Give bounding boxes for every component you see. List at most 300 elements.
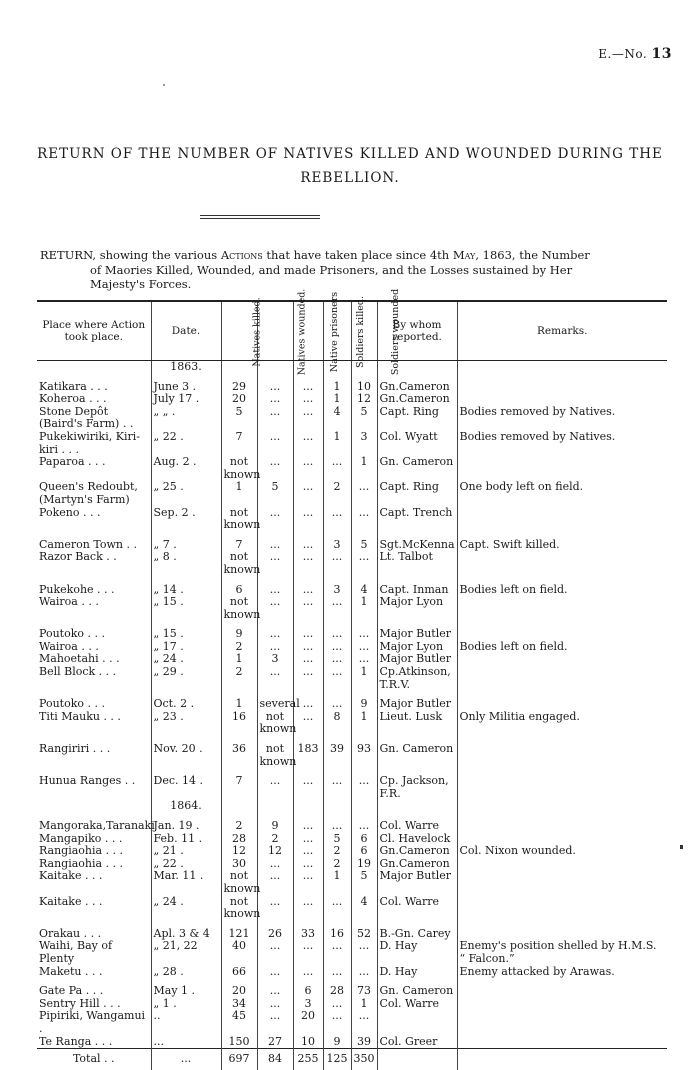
- row-soldiers-wounded: ...: [351, 940, 377, 965]
- row-native-prisoners: ...: [293, 641, 323, 654]
- row-date: „ 21, 22: [151, 940, 221, 965]
- row-soldiers-wounded: ...: [351, 768, 377, 800]
- row-date: ..: [151, 1010, 221, 1035]
- row-natives-wounded: 9: [257, 813, 293, 833]
- table-row: [37, 361, 667, 374]
- row-natives-wounded: ...: [257, 431, 293, 456]
- row-remarks: [457, 1010, 667, 1035]
- row-soldiers-wounded: 6: [351, 833, 377, 846]
- row-native-prisoners: 6: [293, 978, 323, 998]
- row-soldiers-wounded: 4: [351, 577, 377, 597]
- row-remarks: [457, 596, 667, 621]
- row-soldiers-wounded: 6: [351, 845, 377, 858]
- row-place: Stone Depôt (Baird's Farm) . .: [39, 404, 134, 431]
- row-native-prisoners: ...: [293, 596, 323, 621]
- row-remarks: [457, 621, 667, 641]
- row-reported: Gn. Cameron: [377, 978, 457, 998]
- row-date: „ 21 .: [151, 845, 221, 858]
- row-place: Pipiriki, Wangamui .: [39, 1009, 146, 1035]
- row-native-prisoners: 20: [293, 1010, 323, 1035]
- row-natives-wounded: 3: [257, 653, 293, 666]
- row-natives-killed: 150: [221, 1036, 257, 1049]
- row-natives-wounded: ...: [257, 768, 293, 800]
- row-remarks: [457, 896, 667, 921]
- row-place: Orakau . . .: [39, 926, 102, 940]
- row-date: Apl. 3 & 4: [151, 921, 221, 941]
- row-remarks: [457, 998, 667, 1011]
- row-soldiers-killed: 1: [323, 870, 351, 895]
- row-soldiers-killed: 1: [323, 374, 351, 394]
- row-remarks: [457, 736, 667, 768]
- row-soldiers-wounded: 12: [351, 393, 377, 406]
- row-place: Razor Back . .: [39, 550, 117, 564]
- row-natives-wounded: 26: [257, 921, 293, 941]
- row-native-prisoners: ...: [293, 393, 323, 406]
- row-native-prisoners: ...: [293, 768, 323, 800]
- header-place: Place where Action took place.: [37, 301, 151, 361]
- row-natives-wounded: ...: [257, 577, 293, 597]
- row-soldiers-killed: 4: [323, 406, 351, 431]
- row-natives-killed: 1: [221, 691, 257, 711]
- row-soldiers-wounded: 1: [351, 456, 377, 481]
- row-reported: Col. Warre: [377, 896, 457, 921]
- return-table: [37, 288, 667, 1070]
- row-native-prisoners: ...: [293, 845, 323, 858]
- row-remarks: [457, 691, 667, 711]
- row-soldiers-killed: 3: [323, 577, 351, 597]
- row-remarks: [457, 870, 667, 895]
- table-row: [37, 431, 667, 456]
- total-soldiers-wounded: 350: [351, 1049, 377, 1070]
- row-soldiers-killed: 39: [323, 736, 351, 768]
- row-place: Te Ranga . . .: [39, 1034, 113, 1048]
- row-soldiers-killed: ...: [323, 641, 351, 654]
- row-place: Cameron Town . .: [39, 537, 137, 551]
- row-place: Katikara . . .: [39, 379, 108, 393]
- row-soldiers-wounded: 5: [351, 870, 377, 895]
- row-natives-killed: 2: [221, 666, 257, 691]
- row-date: Dec. 14 .: [151, 768, 221, 800]
- row-place: Maketu . . .: [39, 964, 103, 978]
- row-soldiers-killed: 16: [323, 921, 351, 941]
- row-soldiers-wounded: [351, 800, 377, 813]
- row-native-prisoners: ...: [293, 813, 323, 833]
- row-reported: Col. Greer: [377, 1036, 457, 1049]
- row-remarks: Bodies left on field.: [457, 577, 667, 597]
- row-reported: Major Lyon: [377, 596, 457, 621]
- row-remarks: [457, 768, 667, 800]
- row-natives-killed: 5: [221, 406, 257, 431]
- row-remarks: [457, 666, 667, 691]
- row-natives-wounded: ...: [257, 551, 293, 576]
- header-remarks: Remarks.: [457, 301, 667, 361]
- row-reported: Col. Warre: [377, 813, 457, 833]
- row-soldiers-killed: ...: [323, 896, 351, 921]
- row-soldiers-wounded: ...: [351, 966, 377, 979]
- row-place: Titi Mauku . . .: [39, 709, 121, 723]
- table-row: [37, 768, 667, 800]
- row-reported: B.-Gn. Carey: [377, 921, 457, 941]
- row-natives-killed: 6: [221, 577, 257, 597]
- row-soldiers-killed: ...: [323, 456, 351, 481]
- row-date: „ 25 .: [151, 481, 221, 506]
- row-place: [37, 800, 151, 813]
- row-natives-killed: 2: [221, 813, 257, 833]
- table-row: [37, 800, 667, 813]
- table-row: [37, 653, 667, 666]
- row-reported: Gn.Cameron: [377, 858, 457, 871]
- title-divider: [200, 215, 320, 216]
- row-soldiers-wounded: 1: [351, 711, 377, 736]
- row-natives-wounded: ...: [257, 456, 293, 481]
- row-remarks: Bodies removed by Natives.: [457, 406, 667, 431]
- row-soldiers-wounded: 5: [351, 406, 377, 431]
- row-soldiers-killed: [323, 800, 351, 813]
- table-row: [37, 374, 667, 394]
- row-native-prisoners: ...: [293, 431, 323, 456]
- row-soldiers-wounded: ...: [351, 1010, 377, 1035]
- row-date: „ 17 .: [151, 641, 221, 654]
- row-native-prisoners: ...: [293, 653, 323, 666]
- row-date: ...: [151, 1036, 221, 1049]
- table-row: [37, 666, 667, 691]
- table-row: [37, 406, 667, 431]
- row-natives-wounded: ...: [257, 596, 293, 621]
- row-reported: Gn.Cameron: [377, 374, 457, 394]
- row-reported: Sgt.McKenna: [377, 532, 457, 552]
- row-natives-wounded: ...: [257, 406, 293, 431]
- row-date: „ „ .: [151, 406, 221, 431]
- row-soldiers-killed: 28: [323, 978, 351, 998]
- row-natives-killed: 7: [221, 532, 257, 552]
- row-natives-killed: 7: [221, 768, 257, 800]
- table-row: [37, 456, 667, 481]
- row-soldiers-wounded: ...: [351, 621, 377, 641]
- row-reported: [377, 361, 457, 374]
- row-reported: Major Butler: [377, 621, 457, 641]
- row-native-prisoners: ...: [293, 406, 323, 431]
- page-reference: E.—No. 13: [598, 46, 672, 62]
- row-date: „ 1 .: [151, 998, 221, 1011]
- row-date: May 1 .: [151, 978, 221, 998]
- total-row: [37, 1049, 667, 1070]
- row-natives-wounded: ...: [257, 507, 293, 532]
- row-remarks: [457, 393, 667, 406]
- table-row: [37, 393, 667, 406]
- table-row: [37, 596, 667, 621]
- row-reported: Capt. Ring: [377, 406, 457, 431]
- row-date: „ 14 .: [151, 577, 221, 597]
- row-reported: Col. Wyatt: [377, 431, 457, 456]
- row-native-prisoners: ...: [293, 577, 323, 597]
- row-native-prisoners: ...: [293, 551, 323, 576]
- row-place: Pukekiwiriki, Kiri-kiri . . .: [39, 429, 140, 456]
- row-remarks: [457, 813, 667, 833]
- row-soldiers-wounded: 73: [351, 978, 377, 998]
- row-reported: Cp.Atkinson, T.R.V.: [377, 666, 457, 691]
- row-place: Bell Block . . .: [39, 665, 117, 679]
- row-soldiers-killed: ...: [323, 621, 351, 641]
- row-natives-wounded: [257, 800, 293, 813]
- row-soldiers-killed: ...: [323, 691, 351, 711]
- total-natives-killed: 697: [221, 1049, 257, 1070]
- row-natives-wounded: ...: [257, 621, 293, 641]
- row-native-prisoners: ...: [293, 896, 323, 921]
- table-row: [37, 870, 667, 895]
- document-title-line2: REBELLION.: [300, 170, 400, 186]
- row-native-prisoners: 3: [293, 998, 323, 1011]
- row-soldiers-killed: 2: [323, 845, 351, 858]
- row-soldiers-killed: ...: [323, 768, 351, 800]
- row-natives-killed: not known: [221, 456, 257, 481]
- row-native-prisoners: 33: [293, 921, 323, 941]
- row-natives-killed: 9: [221, 621, 257, 641]
- row-remarks: Enemy attacked by Arawas.: [457, 966, 667, 979]
- row-date: Jan. 19 .: [151, 813, 221, 833]
- row-natives-wounded: ...: [257, 641, 293, 654]
- row-natives-killed: 20: [221, 978, 257, 998]
- row-soldiers-killed: ...: [323, 596, 351, 621]
- row-natives-wounded: ...: [257, 978, 293, 998]
- total-natives-wounded: 84: [257, 1049, 293, 1070]
- row-natives-wounded: 5: [257, 481, 293, 506]
- row-remarks: Col. Nixon wounded.: [457, 845, 667, 858]
- row-natives-killed: 7: [221, 431, 257, 456]
- row-place: Paparoa . . .: [39, 455, 106, 469]
- table-row: [37, 921, 667, 941]
- row-remarks: [457, 978, 667, 998]
- row-soldiers-killed: 1: [323, 431, 351, 456]
- row-reported: Cl. Havelock: [377, 833, 457, 846]
- row-date: „ 7 .: [151, 532, 221, 552]
- row-remarks: [457, 456, 667, 481]
- row-reported: Gn.Cameron: [377, 845, 457, 858]
- total-remarks: [457, 1049, 667, 1070]
- row-date: „ 8 .: [151, 551, 221, 576]
- row-soldiers-killed: ...: [323, 998, 351, 1011]
- row-natives-killed: 20: [221, 393, 257, 406]
- row-natives-wounded: ...: [257, 998, 293, 1011]
- header-soldiers-killed: Soldiers killed.: [323, 301, 351, 361]
- row-place: Koheroa . . .: [39, 392, 107, 406]
- row-place: Pokeno . . .: [39, 505, 101, 519]
- row-date: „ 24 .: [151, 653, 221, 666]
- row-native-prisoners: ...: [293, 858, 323, 871]
- row-reported: Gn.Cameron: [377, 393, 457, 406]
- row-soldiers-killed: 9: [323, 1036, 351, 1049]
- row-date: Nov. 20 .: [151, 736, 221, 768]
- table-row: [37, 813, 667, 833]
- table-row: [37, 641, 667, 654]
- row-remarks: Capt. Swift killed.: [457, 532, 667, 552]
- header-soldiers-wounded: Soldiers wounded: [351, 301, 377, 361]
- intro-paragraph: RETURN, showing the various Actions that have taken place since 4th May, 1863, the Number of Maories Killed, Wounded, and made Prisoners, and the Losses sustained by Her Majesty's Forces.: [40, 248, 590, 291]
- row-date: „ 15 .: [151, 596, 221, 621]
- table-row: [37, 736, 667, 768]
- row-place: Queen's Redoubt, (Martyn's Farm): [39, 480, 138, 506]
- row-date: Aug. 2 .: [151, 456, 221, 481]
- row-reported: [377, 1010, 457, 1035]
- table-row: [37, 691, 667, 711]
- row-date: Feb. 11 .: [151, 833, 221, 846]
- table-row: [37, 532, 667, 552]
- row-soldiers-wounded: ...: [351, 813, 377, 833]
- row-soldiers-wounded: 4: [351, 896, 377, 921]
- row-remarks: Bodies left on field.: [457, 641, 667, 654]
- row-reported: D. Hay: [377, 966, 457, 979]
- row-remarks: [457, 551, 667, 576]
- total-native-prisoners: 255: [293, 1049, 323, 1070]
- row-date: July 17 .: [151, 393, 221, 406]
- row-date: 1863.: [151, 361, 221, 374]
- row-soldiers-wounded: 1: [351, 596, 377, 621]
- row-place: Mangapiko . . .: [39, 831, 123, 845]
- header-reported: By whom reported.: [377, 301, 457, 361]
- table-row: [37, 551, 667, 576]
- print-speck: [163, 84, 165, 86]
- row-native-prisoners: ...: [293, 621, 323, 641]
- total-date: ...: [151, 1049, 221, 1070]
- row-date: „ 23 .: [151, 711, 221, 736]
- row-reported: Major Butler: [377, 653, 457, 666]
- row-reported: Major Butler: [377, 870, 457, 895]
- row-soldiers-killed: ...: [323, 666, 351, 691]
- row-natives-wounded: ...: [257, 940, 293, 965]
- row-soldiers-wounded: 1: [351, 998, 377, 1011]
- row-soldiers-killed: ...: [323, 813, 351, 833]
- row-place: Wairoa . . .: [39, 639, 99, 653]
- row-reported: Col. Warre: [377, 998, 457, 1011]
- row-date: „ 24 .: [151, 896, 221, 921]
- row-reported: Capt. Inman: [377, 577, 457, 597]
- row-soldiers-killed: 2: [323, 481, 351, 506]
- row-soldiers-wounded: 5: [351, 532, 377, 552]
- table-row: [37, 1036, 667, 1049]
- row-date: 1864.: [151, 800, 221, 813]
- row-soldiers-wounded: 93: [351, 736, 377, 768]
- print-speck: [680, 845, 683, 849]
- total-soldiers-killed: 125: [323, 1049, 351, 1070]
- header-natives-wounded: Natives wounded.: [257, 301, 293, 361]
- row-soldiers-killed: ...: [323, 507, 351, 532]
- row-native-prisoners: 10: [293, 1036, 323, 1049]
- row-remarks: Bodies removed by Natives.: [457, 431, 667, 456]
- row-native-prisoners: ...: [293, 481, 323, 506]
- table-row: [37, 1010, 667, 1035]
- row-native-prisoners: ...: [293, 833, 323, 846]
- row-natives-wounded: ...: [257, 374, 293, 394]
- row-natives-killed: not known: [221, 551, 257, 576]
- row-date: „ 22 .: [151, 431, 221, 456]
- row-natives-killed: 16: [221, 711, 257, 736]
- row-reported: [377, 800, 457, 813]
- table-row: [37, 896, 667, 921]
- row-place: Kaitake . . .: [39, 894, 103, 908]
- row-native-prisoners: ...: [293, 666, 323, 691]
- row-place: Wairoa . . .: [39, 595, 99, 609]
- row-native-prisoners: ...: [293, 870, 323, 895]
- row-place: Poutoko . . .: [39, 627, 105, 641]
- row-remarks: [457, 858, 667, 871]
- row-date: June 3 .: [151, 374, 221, 394]
- row-remarks: Only Militia engaged.: [457, 711, 667, 736]
- row-natives-killed: 45: [221, 1010, 257, 1035]
- row-natives-killed: 121: [221, 921, 257, 941]
- row-natives-wounded: ...: [257, 666, 293, 691]
- table-header-row: [37, 301, 667, 361]
- row-natives-killed: not known: [221, 596, 257, 621]
- row-reported: Cp. Jackson, F.R.: [377, 768, 457, 800]
- row-remarks: [457, 374, 667, 394]
- row-soldiers-wounded: ...: [351, 653, 377, 666]
- document-title-line1: RETURN OF THE NUMBER OF NATIVES KILLED AND WOUNDED DURING THE: [37, 146, 663, 162]
- row-native-prisoners: ...: [293, 374, 323, 394]
- table-row: [37, 481, 667, 506]
- table-row: [37, 978, 667, 998]
- row-native-prisoners: ...: [293, 507, 323, 532]
- row-place: Waihi, Bay of Plenty: [39, 939, 113, 965]
- row-date: „ 22 .: [151, 858, 221, 871]
- row-soldiers-killed: ...: [323, 551, 351, 576]
- row-soldiers-killed: 2: [323, 858, 351, 871]
- row-date: „ 15 .: [151, 621, 221, 641]
- row-natives-wounded: ...: [257, 1010, 293, 1035]
- row-natives-wounded: 12: [257, 845, 293, 858]
- row-natives-killed: 36: [221, 736, 257, 768]
- row-place: Kaitake . . .: [39, 869, 103, 883]
- row-native-prisoners: ...: [293, 940, 323, 965]
- row-natives-killed: not known: [221, 870, 257, 895]
- row-reported: D. Hay: [377, 940, 457, 965]
- row-soldiers-wounded: 52: [351, 921, 377, 941]
- row-date: Mar. 11 .: [151, 870, 221, 895]
- row-natives-wounded: ...: [257, 870, 293, 895]
- row-soldiers-killed: 8: [323, 711, 351, 736]
- title-divider: [200, 218, 320, 219]
- row-soldiers-wounded: ...: [351, 641, 377, 654]
- row-natives-killed: 34: [221, 998, 257, 1011]
- row-reported: Lieut. Lusk: [377, 711, 457, 736]
- table-row: [37, 577, 667, 597]
- row-native-prisoners: ...: [293, 691, 323, 711]
- row-place: Rangiaohia . . .: [39, 844, 124, 858]
- row-natives-wounded: ...: [257, 966, 293, 979]
- row-natives-wounded: ...: [257, 532, 293, 552]
- row-natives-killed: 40: [221, 940, 257, 965]
- row-date: „ 29 .: [151, 666, 221, 691]
- row-soldiers-killed: 3: [323, 532, 351, 552]
- total-label: Total . .: [37, 1049, 151, 1070]
- row-remarks: [457, 507, 667, 532]
- row-natives-killed: 30: [221, 858, 257, 871]
- row-soldiers-wounded: 9: [351, 691, 377, 711]
- table-row: [37, 507, 667, 532]
- total-reported: [377, 1049, 457, 1070]
- header-date: Date.: [151, 301, 221, 361]
- row-native-prisoners: ...: [293, 456, 323, 481]
- row-natives-wounded: ...: [257, 393, 293, 406]
- row-natives-wounded: ...: [257, 896, 293, 921]
- table-row: [37, 940, 667, 965]
- row-natives-wounded: ...: [257, 858, 293, 871]
- row-reported: Capt. Ring: [377, 481, 457, 506]
- row-natives-wounded: not known: [257, 736, 293, 768]
- row-natives-wounded: several: [257, 691, 293, 711]
- row-place: Sentry Hill . . .: [39, 996, 121, 1010]
- row-soldiers-wounded: ...: [351, 551, 377, 576]
- row-natives-wounded: not known: [257, 711, 293, 736]
- row-soldiers-wounded: 3: [351, 431, 377, 456]
